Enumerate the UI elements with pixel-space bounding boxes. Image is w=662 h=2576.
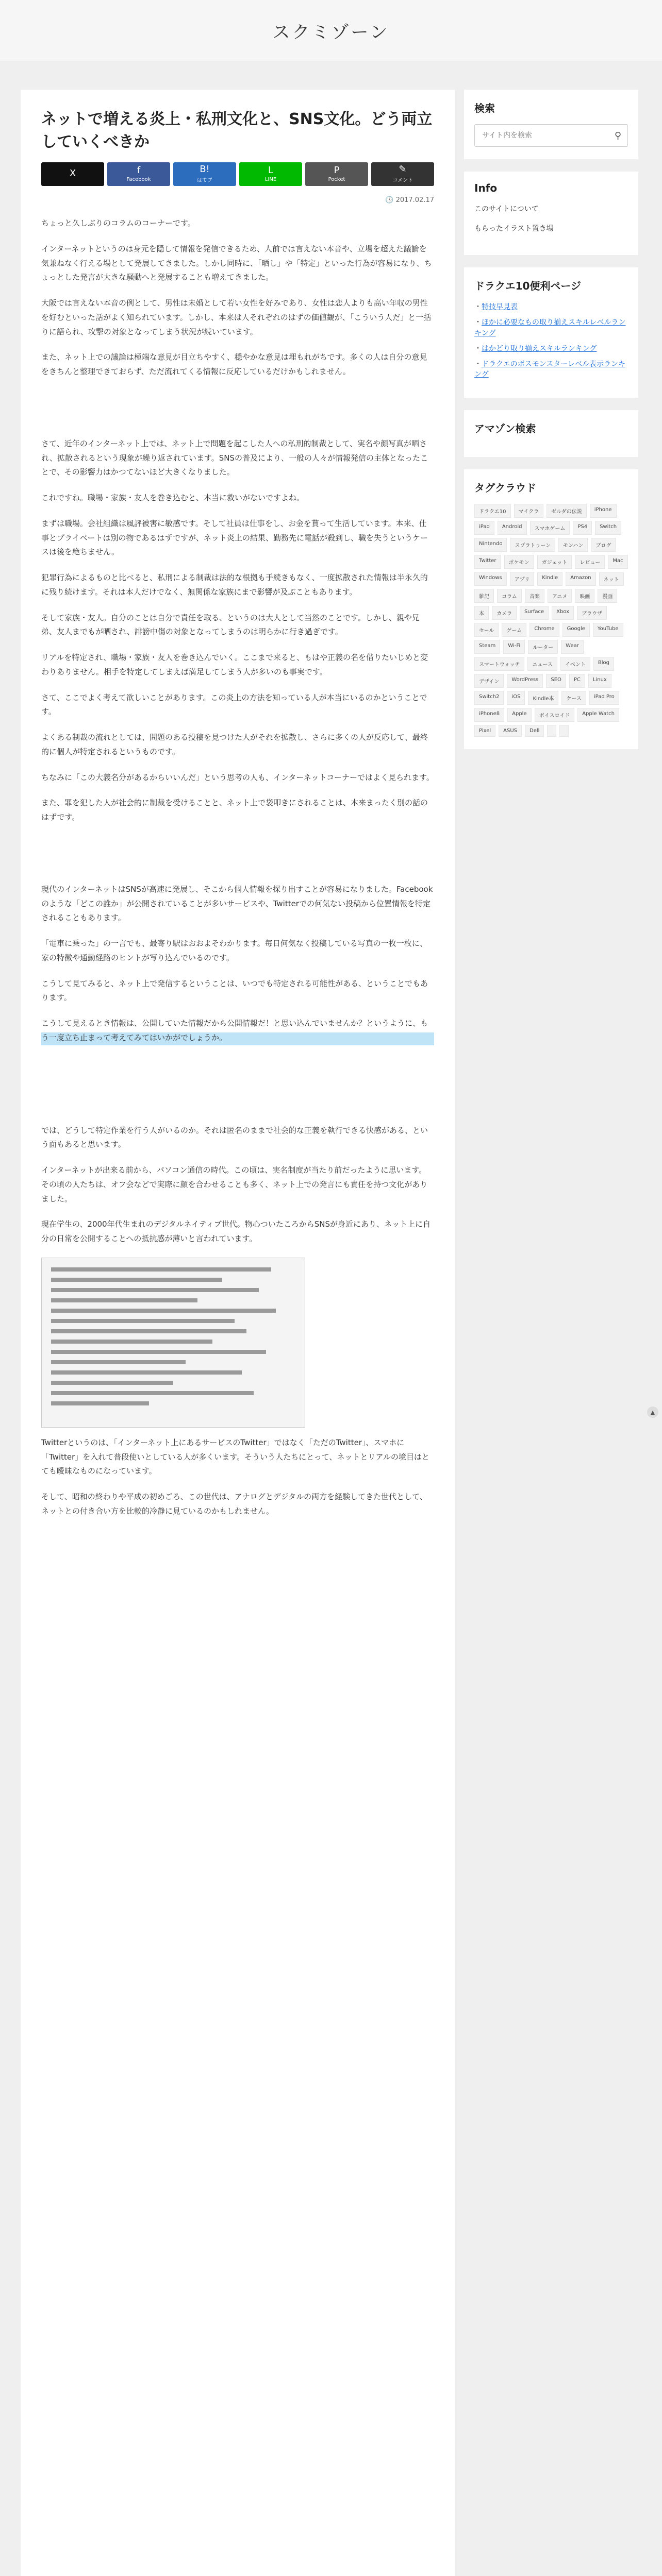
- tag[interactable]: ドラクエ10: [474, 504, 511, 518]
- paragraph: 現在学生の、2000年代生まれのデジタルネイティブ世代。物心ついたころからSNSが身近にあり、ネット上に自分の日常を公開することへの抵抗感が薄いと言われています。: [41, 1219, 431, 1243]
- pocket-icon: P: [334, 165, 340, 176]
- widget-title: アマゾン検索: [474, 422, 536, 435]
- tag[interactable]: Xbox: [552, 606, 574, 620]
- tag[interactable]: Surface: [520, 606, 549, 620]
- tag[interactable]: Amazon: [566, 572, 595, 586]
- tag[interactable]: Kindle: [537, 572, 562, 586]
- paragraph: また、罪を犯した人が社会的に制裁を受けることと、ネット上で袋叩きにされることは、本来まったく別の話のはずです。: [41, 798, 428, 822]
- tag[interactable]: YouTube: [593, 623, 623, 637]
- tag[interactable]: SEO: [546, 674, 566, 688]
- paragraph: Twitterというのは、「インターネット上にあるサービスのTwitter」ではなく「ただのTwitter」、スマホに「Twitter」を入れて普段使いとしている人が多くいます。そういう人たちにとって、ネットとリアルの境目はとても曖昧なものになっています。: [41, 1437, 429, 1476]
- tag[interactable]: [547, 725, 556, 737]
- tag[interactable]: Kindle本: [528, 691, 558, 705]
- tag[interactable]: マイクラ: [514, 504, 544, 518]
- tag[interactable]: Dell: [525, 725, 544, 737]
- info-link[interactable]: このサイトについて: [474, 205, 539, 213]
- tag[interactable]: Switch2: [474, 691, 504, 705]
- ranking-link[interactable]: はかどり取り揃えスキルランキング: [482, 344, 597, 353]
- site-title[interactable]: スクミゾーン: [272, 22, 390, 43]
- paragraph: リアルを特定され、職場・家族・友人を巻き込んでいく。ここまで来ると、もはや正義の名を借りたいじめと変わりありません。相手を特定してしまえば満足してしまう人が多いのも事実です。: [41, 653, 428, 676]
- paragraph: そして、昭和の終わりや平成の初めごろ、この世代は、アナログとデジタルの両方を経験してきた世代として、ネットとの付き合い方を比較的冷静に見ているのかもしれません。: [41, 1492, 427, 1516]
- tag[interactable]: Wi-Fi: [503, 640, 525, 654]
- share-pocket-label: Pocket: [328, 177, 345, 182]
- widget-title: ドラクエ10便利ページ: [474, 280, 582, 292]
- tag[interactable]: Switch: [595, 521, 621, 535]
- share-pocket-button[interactable]: [305, 162, 368, 186]
- search-icon[interactable]: ⚲: [614, 130, 621, 141]
- tag[interactable]: イベント: [560, 657, 590, 671]
- paragraph: こうして見てみると、ネット上で発信するということは、いつでも特定される可能性がある、ということでもあります。: [41, 978, 428, 1003]
- tag[interactable]: Wear: [561, 640, 584, 654]
- ranking-item[interactable]: ・ほかに必要なもの取り揃えスキルレベルランキング: [474, 318, 626, 337]
- info-widget: [464, 172, 638, 255]
- tag[interactable]: Windows: [474, 572, 507, 586]
- tag[interactable]: ボイスロイド: [535, 708, 575, 722]
- paragraph: 現代のインターネットはSNSが高速に発展し、そこから個人情報を探り出すことが容易になりました。Facebookのような「どこの誰か」が公開されていることが多いサービスや、Twitterでの何気ない投稿から位置情報を特定されることもあります。: [41, 884, 433, 923]
- tag[interactable]: Google: [562, 623, 590, 637]
- info-link[interactable]: もらったイラスト置き場: [474, 225, 554, 233]
- tag[interactable]: モンハン: [558, 538, 588, 552]
- sidebar: [464, 90, 638, 2576]
- tag[interactable]: ブログ: [591, 538, 616, 552]
- tag[interactable]: PC: [569, 674, 585, 688]
- tag[interactable]: アニメ: [548, 589, 572, 603]
- hatena-icon: B!: [200, 164, 210, 175]
- post-date-value: 2017.02.17: [395, 196, 434, 204]
- site-header: [0, 0, 662, 61]
- share-line-label: LINE: [264, 177, 277, 182]
- paragraph: ちょっと久しぶりのコラムのコーナーです。: [41, 218, 195, 228]
- widget-title: 検索: [474, 102, 495, 114]
- paragraph: そして家族・友人。自分のことは自分で責任を取る、というのは大人として当然のことです。しかし、親や兄弟、友人までもが晒され、誹謗中傷の対象となってしまうのは明らかに行き過ぎです。: [41, 613, 420, 637]
- tag[interactable]: 雑記: [474, 589, 494, 603]
- amazon-widget: [464, 410, 638, 457]
- line-icon: L: [268, 165, 274, 176]
- tag[interactable]: ブラウザ: [577, 606, 607, 620]
- ranking-link[interactable]: 特技早見表: [482, 303, 518, 311]
- tag-cloud-widget: [464, 469, 638, 749]
- spacer: [41, 1057, 434, 1124]
- comment-button[interactable]: [371, 162, 434, 186]
- tag[interactable]: カメラ: [492, 606, 517, 620]
- tag[interactable]: 映画: [575, 589, 594, 603]
- paragraph: 「電車に乗った」の一言でも、最寄り駅はおおよそわかります。毎日何気なく投稿している写真の一枚一枚に、家の特徴や通勤経路のヒントが写り込んでいるのです。: [41, 939, 427, 962]
- post-date: 🕓 2017.02.17: [385, 196, 434, 204]
- paragraph: さて、近年のインターネット上では、ネット上で問題を起こした人への私刑的制裁として、実名や顔写真が晒され、拡散されるという現象が繰り返されています。SNSの普及により、一般の人々が情報発信の主体となったことで、その影響力はかつてないほど大きくなりました。: [41, 438, 428, 477]
- widget-title: Info: [474, 182, 498, 194]
- tag[interactable]: Steam: [474, 640, 500, 654]
- tag[interactable]: デザイン: [474, 674, 504, 688]
- tag[interactable]: ゲーム: [502, 623, 526, 637]
- tag[interactable]: ケース: [561, 691, 586, 705]
- paragraph: では、どうして特定作業を行う人がいるのか。それは匿名のままで社会的な正義を執行できる快感がある、という面もあると思います。: [41, 1125, 428, 1149]
- share-hatena-label: はてブ: [197, 178, 212, 183]
- paragraph: インターネットが出来る前から、パソコン通信の時代。この頃は、実名制度が当たり前だったように思います。その頃の人たちは、オフ会などで実際に顔を合わせることも多く、ネット上での発言にも責任を持つ文化がありました。: [41, 1165, 428, 1204]
- ranking-item[interactable]: ・はかどり取り揃えスキルランキング: [474, 344, 597, 353]
- share-buttons: [41, 162, 434, 186]
- tag-cloud: [474, 504, 628, 737]
- paragraph: よくある制裁の流れとしては、問題のある投稿を見つけた人がそれを拡散し、さらに多くの人が反応して、最終的に個人が特定されるというものです。: [41, 733, 428, 756]
- tag[interactable]: PS4: [573, 521, 592, 535]
- search-widget: [464, 90, 638, 159]
- share-facebook-label: Facebook: [126, 177, 151, 182]
- tag[interactable]: Twitter: [474, 555, 501, 569]
- paragraph: また、ネット上での議論は極端な意見が目立ちやすく、穏やかな意見は埋もれがちです。多くの人は自分の意見をきちんと整理できておらず、ただ流れてくる情報に反応しているだけかもしれません。: [41, 352, 427, 376]
- tag[interactable]: スプラトゥーン: [510, 538, 555, 552]
- highlighted-paragraph: こうして見えるとき情報は、公開していた情報だから公開情報だ！と思い込んでいませんか？というように、もう一度立ち止まって考えてみてはいかがでしょうか。: [41, 1016, 434, 1045]
- tag[interactable]: ガジェット: [537, 555, 572, 569]
- paragraph: これですね。職場・家族・友人を巻き込むと、本当に救いがないですよね。: [41, 493, 305, 502]
- tag[interactable]: Mac: [608, 555, 627, 569]
- tag[interactable]: iPhone8: [474, 708, 504, 722]
- tag[interactable]: Android: [498, 521, 527, 535]
- share-hatena-button[interactable]: [173, 162, 236, 186]
- tag[interactable]: Apple Watch: [577, 708, 619, 722]
- x-icon: X: [69, 167, 76, 179]
- main-content: [21, 90, 455, 2576]
- tag[interactable]: レビュー: [575, 555, 605, 569]
- ranking-widget: [464, 267, 638, 398]
- tag[interactable]: 音楽: [525, 589, 544, 603]
- tag[interactable]: iPad Pro: [589, 691, 619, 705]
- tag[interactable]: iPhone: [590, 504, 617, 518]
- tag[interactable]: Blog: [593, 657, 614, 671]
- page-wrapper: [0, 61, 662, 2576]
- paragraph: さて、ここでよく考えて欲しいことがあります。この炎上の方法を知っている人が本当にいるのかということです。: [41, 692, 427, 717]
- tag[interactable]: iOS: [507, 691, 525, 705]
- tag[interactable]: 漫画: [598, 589, 617, 603]
- tag[interactable]: Nintendo: [474, 538, 507, 552]
- tag[interactable]: ルーター: [528, 640, 558, 654]
- paragraph: まずは職場。会社組織は風評被害に敏感です。そして社員は仕事をし、お金を貰って生活しています。本来、仕事とプライベートは別の物であるはずですが、ネット炎上の結果、勤務先に電話が殺到し、職を失うというケースは後を絶ちません。: [41, 518, 428, 557]
- tag[interactable]: ニュース: [527, 657, 557, 671]
- spacer: [41, 391, 434, 437]
- widget-title: タグクラウド: [474, 481, 536, 494]
- tag[interactable]: スマホゲーム: [530, 521, 570, 535]
- search-input[interactable]: [481, 131, 615, 140]
- tag[interactable]: ASUS: [499, 725, 522, 737]
- share-x-button[interactable]: [41, 162, 104, 186]
- tag[interactable]: iPad: [474, 521, 494, 535]
- facebook-icon: f: [137, 165, 141, 176]
- tag[interactable]: Linux: [588, 674, 611, 688]
- tag[interactable]: セール: [474, 623, 499, 637]
- tag[interactable]: コラム: [497, 589, 522, 603]
- tag[interactable]: [559, 725, 569, 737]
- paragraph: 大阪では言えない本音の例として、男性は未婚として若い女性を好みであり、女性は恋人よりも高い年収の男性を好むといった話がよく知られています。しかし、本来は人それぞれのはずの価値観が、「こういう人だ」と一括りに語られ、攻撃の対象となってしまう状況が続いています。: [41, 298, 432, 336]
- tag[interactable]: 本: [474, 606, 489, 620]
- paragraph: インターネットというのは身元を隠して情報を発信できるため、人前では言えない本音や、立場を超えた議論を気兼ねなく行える場として発展してきました。しかし同時に、「晒し」や「特定」といった行為が容易になり、ちょっとした発言が大きな騒動へと発展することも増えてきました。: [41, 244, 432, 282]
- tag[interactable]: アプリ: [510, 572, 535, 586]
- tag[interactable]: ゼルダの伝説: [547, 504, 587, 518]
- paragraph: 犯罪行為によるものと比べると、私刑による制裁は法的な根拠も手続きもなく、一度拡散された情報は半永久的に残り続けます。それは本人だけでなく、無関係な家族にまで影響が及ぶこともあります。: [41, 573, 428, 597]
- share-facebook-button[interactable]: [107, 162, 170, 186]
- spacer: [41, 836, 434, 883]
- tag[interactable]: Apple: [507, 708, 531, 722]
- entry-title: ネットで増える炎上・私刑文化と、SNS文化。どう両立していくべきか: [41, 110, 433, 151]
- ranking-link[interactable]: ドラクエのボスモンスターレベル表示ランキング: [474, 360, 626, 379]
- chevron-up-icon: ▲: [650, 1409, 655, 1416]
- paragraph: ちなみに「この大義名分があるからいいんだ」という思考の人も、インターネットコーナーではよく見られます。: [41, 772, 434, 782]
- back-to-top-button[interactable]: [647, 1406, 658, 1418]
- comment-label: コメント: [392, 178, 413, 183]
- search-box: [474, 124, 628, 147]
- share-line-button[interactable]: [239, 162, 302, 186]
- tag[interactable]: Chrome: [529, 623, 559, 637]
- tag[interactable]: スマートウォッチ: [474, 657, 524, 671]
- article-body: [41, 216, 434, 1519]
- tag[interactable]: ポケモン: [504, 555, 534, 569]
- tag[interactable]: WordPress: [507, 674, 543, 688]
- ranking-link[interactable]: ほかに必要なもの取り揃えスキルレベルランキング: [474, 318, 626, 337]
- tag[interactable]: ネット: [599, 572, 624, 586]
- comment-icon: ✎: [399, 164, 407, 175]
- tag[interactable]: Pixel: [474, 725, 495, 737]
- article-image: [41, 1258, 305, 1428]
- ranking-item[interactable]: ・ドラクエのボスモンスターレベル表示ランキング: [474, 360, 626, 379]
- ranking-item[interactable]: ・特技早見表: [474, 303, 518, 311]
